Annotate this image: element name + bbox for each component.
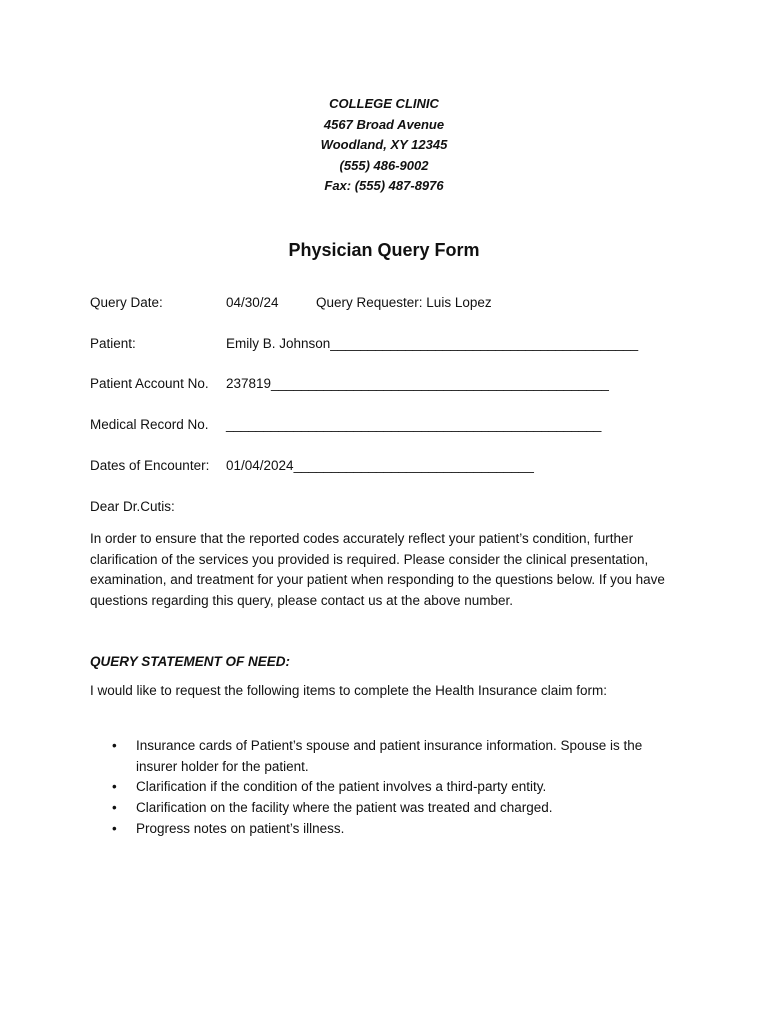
- patient-value: Emily B. Johnson_________________________________________: [226, 336, 639, 351]
- request-list: [90, 736, 680, 840]
- bullet-icon: •: [112, 738, 117, 753]
- encounter-value: 01/04/2024________________________________: [226, 458, 534, 473]
- query-requester: Query Requester: Luis Lopez: [316, 295, 492, 310]
- list-item: [90, 798, 680, 819]
- salutation: Dear Dr.Cutis:: [90, 499, 175, 514]
- account-label: Patient Account No.: [90, 376, 209, 391]
- list-item-text: Clarification if the condition of the patient involves a third-party entity.: [136, 779, 547, 795]
- clinic-city: Woodland, XY 12345: [320, 137, 448, 152]
- patient-label: Patient:: [90, 336, 136, 351]
- list-item: [90, 777, 680, 798]
- list-item-text: Clarification on the facility where the patient was treated and charged.: [136, 800, 553, 816]
- form-title: Physician Query Form: [288, 240, 480, 260]
- account-value: 237819_____________________________________________: [226, 376, 609, 391]
- clinic-street: 4567 Broad Avenue: [323, 116, 445, 132]
- letter-paragraph: In order to ensure that the reported codes accurately reflect your patient’s condition, further clarification of the services you provided is required. Please consider the clinical presentation, examination, and treatment for your patient when responding to the questions below. If you have questions regarding this query, please contact us at the above number.: [90, 531, 665, 609]
- bullet-icon: •: [112, 779, 117, 795]
- bullet-icon: •: [112, 820, 117, 836]
- clinic-letterhead: [0, 94, 768, 197]
- encounter-label: Dates of Encounter:: [90, 458, 210, 473]
- list-item-text: Insurance cards of Patient’s spouse and patient insurance information. Spouse is the insurer holder for the patient.: [136, 738, 643, 774]
- query-date-value: 04/30/24: [226, 295, 279, 310]
- medical-record-label: Medical Record No.: [90, 417, 209, 432]
- query-date-label: Query Date:: [90, 295, 163, 310]
- statement-heading: QUERY STATEMENT OF NEED:: [90, 654, 291, 669]
- bullet-icon: •: [112, 800, 117, 816]
- medical-record-value: __________________________________________________: [226, 417, 602, 432]
- clinic-fax: Fax: (555) 487-8976: [324, 178, 444, 193]
- request-intro: I would like to request the following items to complete the Health Insurance claim form:: [90, 683, 607, 698]
- clinic-phone: (555) 486-9002: [339, 157, 429, 173]
- list-item-text: Progress notes on patient’s illness.: [136, 820, 345, 836]
- list-item: [90, 736, 680, 777]
- clinic-name: COLLEGE CLINIC: [329, 96, 439, 111]
- list-item: [90, 819, 680, 840]
